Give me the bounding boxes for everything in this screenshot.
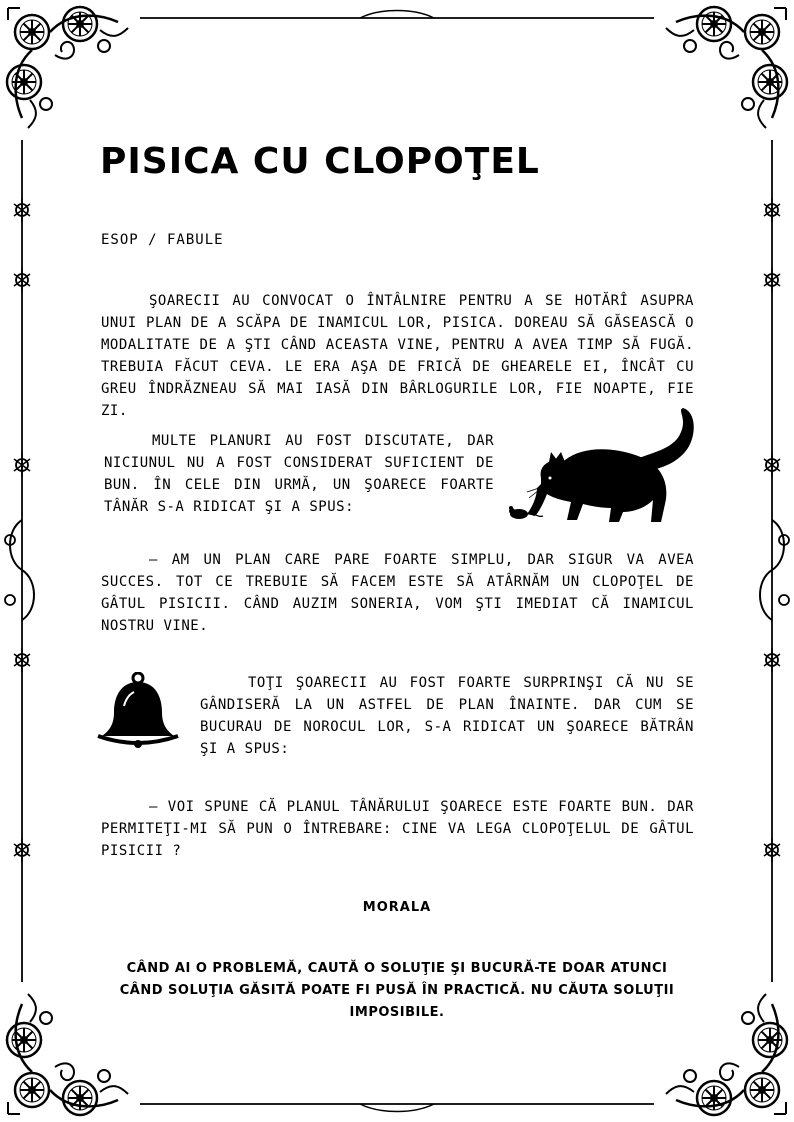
paragraph-3: – AM UN PLAN CARE PARE FOARTE SIMPLU, DAR SIGUR VA AVEA SUCCES. TOT CE TREBUIE SĂ FACEM ESTE SĂ ATÂRNĂM UN CLOPOŢEL DE GÂTUL PISICII. CÂND AUZIM SONERIA, VOM ŞTI IMEDIAT CĂ INAMICUL NOSTRU VINE. [101, 552, 694, 634]
page-title: PISICA CU CLOPOŢEL [100, 141, 540, 182]
bell-icon [96, 672, 180, 752]
cat-and-mouse-illustration [505, 408, 697, 526]
paragraph-4: TOŢI ŞOARECII AU FOST FOARTE SURPRINŞI CĂ NU SE GÂNDISERĂ LA UN ASTFEL DE PLAN ÎNAINTE. DAR CUM SE BUCURAU DE NOROCUL LOR, S-A RIDICAT UN ŞOARECE BĂTRÂN ŞI A SPUS: [200, 675, 694, 757]
cat-silhouette-icon [527, 408, 694, 522]
moral-text: CÂND AI O PROBLEMĂ, CAUTĂ O SOLUŢIE ŞI BUCURĂ-TE DOAR ATUNCI CÂND SOLUŢIA GĂSITĂ POATE FI PUSĂ ÎN PRACTICĂ. NU CĂUTA SOLUŢII IMPOSIBILE. [119, 961, 675, 1020]
paragraph-1: ŞOARECII AU CONVOCAT O ÎNTÂLNIRE PENTRU A SE HOTĂRÎ ASUPRA UNUI PLAN DE A SCĂPA DE INAMICUL LOR, PISICA. DOREAU SĂ GĂSEASCĂ O MODALITATE DE A ŞTI CÂND ACEASTA VINE, PENTRU A AVEA TIMP SĂ FUGĂ. TREBUIA FĂCUT CEVA. LE ERA AŞA DE FRICĂ DE GHEARELE EI, ÎNCÂT CU GREU ÎNDRĂZNEAU SĂ MAI IASĂ DIN BÂRLOGURILE LOR, FIE NOAPTE, FIE ZI. [101, 293, 694, 419]
moral-heading: MORALA [362, 900, 432, 915]
author-source: ESOP / FABULE [101, 232, 224, 248]
paragraph-5: – VOI SPUNE CĂ PLANUL TÂNĂRULUI ŞOARECE ESTE FOARTE BUN. DAR PERMITEŢI-MI SĂ PUN O ÎNTREBARE: CINE VA LEGA CLOPOŢELUL DE GÂTUL PISICII ? [101, 799, 694, 859]
paragraph-2: MULTE PLANURI AU FOST DISCUTATE, DAR NICIUNUL NU A FOST CONSIDERAT SUFICIENT DE BUN. ÎN CELE DIN URMĂ, UN ŞOARECE FOARTE TÂNĂR S-A RIDICAT ŞI A SPUS: [104, 433, 494, 515]
